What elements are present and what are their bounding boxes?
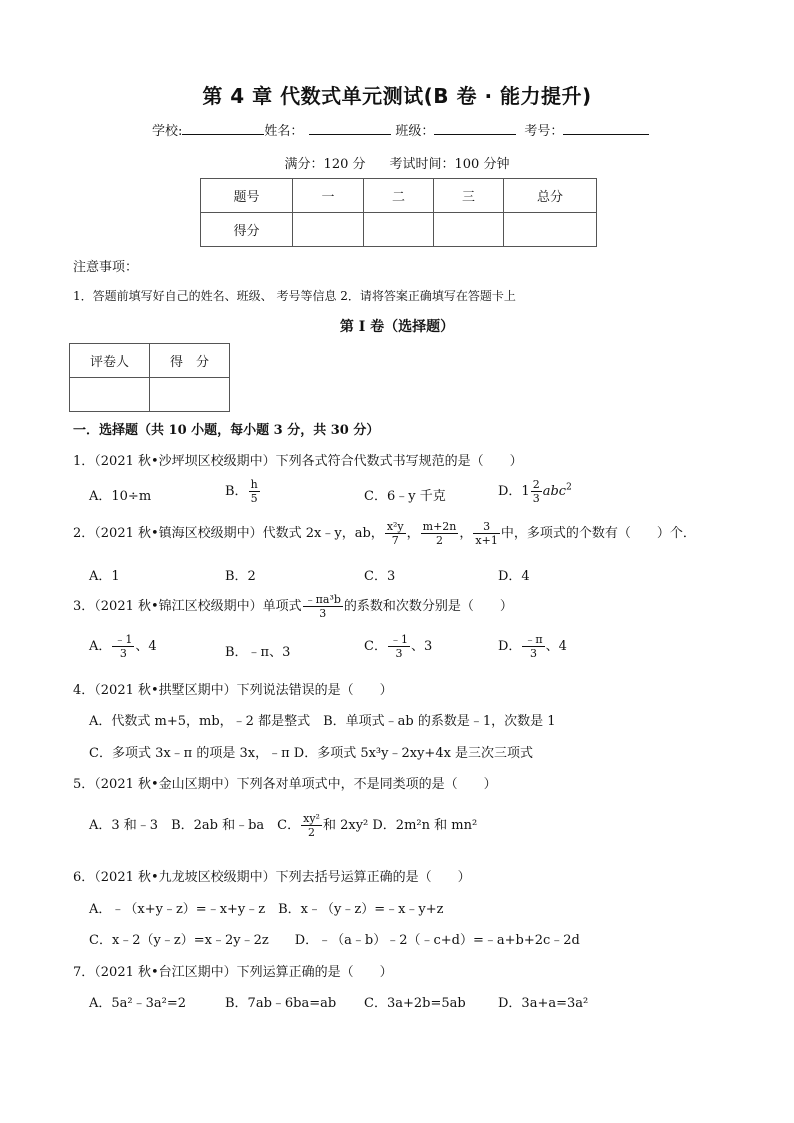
score-cell: [293, 213, 364, 247]
fraction-denominator: 5: [250, 492, 258, 505]
q1-option-b-fraction: [249, 478, 260, 505]
q3-option-a-prefix: A．: [89, 639, 112, 654]
score-cell: [364, 213, 434, 247]
q2-fraction-2: [421, 520, 459, 547]
score-header-cell: 一: [293, 179, 364, 213]
school-blank: [182, 120, 264, 135]
score-table-row: [201, 213, 597, 247]
grader-table-header: [70, 344, 230, 378]
school-label: 学校:: [152, 124, 183, 139]
fraction-numerator: 2: [532, 478, 540, 491]
q2-fraction-1: [385, 520, 406, 547]
score-header-cell: 题号: [201, 179, 293, 213]
fraction-denominator: 3: [395, 647, 403, 660]
student-info-row: [152, 120, 649, 139]
q2-stem-suffix: 中，多项式的个数有（ ）个．: [500, 526, 696, 541]
fraction-numerator: ﹣πa³b: [304, 593, 341, 606]
score-row-label: 得分: [201, 213, 293, 247]
page-title: 第 4 章 代数式单元测试(B 卷 · 能力提升): [202, 84, 592, 108]
grader-cell: [150, 378, 230, 412]
q3-option-d-prefix: D．: [498, 639, 522, 654]
q1-option-b-prefix: B．: [225, 484, 248, 499]
q3-fraction: [303, 593, 343, 620]
q2-option-b: B．2: [225, 569, 256, 584]
fraction-denominator: 3: [530, 647, 538, 660]
notes-title: 注意事项：: [73, 260, 139, 275]
fraction-denominator: 3: [532, 492, 540, 505]
q3-stem-prefix: 3．（2021 秋•锦江区校级期中）单项式: [73, 599, 302, 614]
q5-option-c-fraction: [301, 812, 322, 839]
q6-options-cd: C．x﹣2（y﹣z）=x﹣2y﹣2z D．﹣（a﹣b）﹣2（﹣c+d）=﹣a+b+2c﹣2d: [89, 933, 580, 948]
q3-option-a-fraction: [112, 633, 134, 660]
q6-options-ab: A．﹣（x+y﹣z）=﹣x+y﹣z B．x﹣（y﹣z）=﹣x﹣y+z: [89, 902, 444, 917]
q5-options-ab: A．3 和﹣3 B．2ab 和﹣ba C．: [89, 818, 301, 833]
fraction-denominator: 3: [119, 647, 127, 660]
q5-options: [89, 812, 477, 839]
grader-table-row: [70, 378, 230, 412]
q7-option-c: C．3a+2b=5ab: [364, 996, 466, 1011]
fraction-denominator: 7: [391, 534, 399, 547]
q3-option-a: [89, 633, 157, 660]
q1-option-c: C．6﹣y 千克: [364, 489, 446, 504]
fraction-denominator: 2: [436, 534, 444, 547]
full-score: 满分：120 分: [284, 157, 366, 172]
q2-fraction-3: [473, 520, 499, 547]
fraction-numerator: 3: [473, 520, 499, 534]
question-7-stem: 7．（2021 秋•台江区期中）下列运算正确的是（ ）: [73, 965, 393, 980]
q2-stem-prefix: 2．（2021 秋•镇海区校级期中）代数式 2x﹣y，ab，: [73, 526, 384, 541]
section-title: 第 I 卷（选择题）: [339, 319, 455, 335]
q3-option-a-suffix: 、4: [135, 639, 157, 654]
q1-option-d: [498, 478, 572, 505]
q5-options-cd: 和 2xy² D．2m²n 和 mn²: [322, 818, 478, 833]
exam-meta: [0, 153, 794, 172]
q1-option-d-prefix: D．1: [498, 484, 530, 499]
score-header-cell: 二: [364, 179, 434, 213]
q1-option-d-exponent: 2: [566, 482, 572, 493]
fraction-numerator: m+2n: [422, 520, 457, 533]
grader-cell: [70, 378, 150, 412]
question-3-stem: [73, 593, 513, 620]
fraction-numerator: h: [250, 478, 258, 491]
score-header-cell: 三: [434, 179, 504, 213]
q1-option-d-fraction: [531, 478, 542, 505]
class-blank: [434, 120, 516, 135]
part-one-heading: 一．选择题（共 10 小题，每小题 3 分，共 30 分）: [73, 423, 380, 438]
fraction-numerator: xy²: [303, 812, 320, 825]
q4-options-ab: A．代数式 m+5，mb，﹣2 都是整式 B．单项式﹣ab 的系数是﹣1，次数是 1: [89, 714, 556, 729]
q3-option-d: [498, 633, 567, 660]
score-cell: [434, 213, 504, 247]
fraction-denominator: x+1: [475, 534, 498, 547]
grader-header-cell: 得 分: [150, 344, 230, 378]
q2-option-c: C．3: [364, 569, 396, 584]
question-2-stem: 2．（2021 秋•镇海区校级期中）代数式 2x﹣y，ab， $\frac{\text{x²y}}{7}$ ， $\frac{m+2n}{2}$ ， $\frac{3}{x+1}$ 中，多项式的个数有（ ）个．: [73, 520, 696, 547]
name-label: 姓名：: [264, 124, 304, 139]
q4-options-cd: C．多项式 3x﹣π 的项是 3x，﹣π D．多项式 5x³y﹣2xy+4x 是三次三项式: [89, 746, 534, 761]
name-blank: [309, 120, 391, 135]
question-4-stem: 4．（2021 秋•拱墅区期中）下列说法错误的是（ ）: [73, 683, 393, 698]
exam-no-blank: [563, 120, 649, 135]
fraction-numerator: ﹣π: [524, 633, 543, 646]
q3-option-c-fraction: [388, 633, 410, 660]
question-6-stem: 6．（2021 秋•九龙坡区校级期中）下列去括号运算正确的是（ ）: [73, 870, 471, 885]
class-label: 班级：: [395, 124, 435, 139]
score-table: [200, 178, 597, 247]
exam-no-label: 考号：: [524, 124, 564, 139]
q3-option-c: [364, 633, 432, 660]
q3-option-b: B．﹣π、3: [225, 645, 291, 660]
fraction-denominator: 2: [308, 826, 316, 839]
q1-option-a: A．10÷m: [89, 489, 152, 504]
q3-option-c-suffix: 、3: [410, 639, 433, 654]
q7-option-a: A．5a²﹣3a²=2: [89, 996, 187, 1011]
question-5-stem: 5．（2021 秋•金山区期中）下列各对单项式中，不是同类项的是（ ）: [73, 777, 497, 792]
q7-option-d: D．3a+a=3a²: [498, 996, 589, 1011]
fraction-numerator: ﹣1: [114, 633, 133, 646]
grader-table: [69, 343, 230, 412]
q3-option-d-suffix: 、4: [545, 639, 567, 654]
fraction-numerator: ﹣1: [389, 633, 408, 646]
fraction-denominator: 3: [319, 607, 327, 620]
q3-option-d-fraction: [522, 633, 544, 660]
grader-header-cell: 评卷人: [70, 344, 150, 378]
q3-stem-suffix: 的系数和次数分别是（ ）: [343, 599, 513, 614]
score-header-cell: 总分: [504, 179, 597, 213]
q2-option-d: D．4: [498, 569, 530, 584]
fraction-numerator: x²y: [386, 520, 404, 533]
q2-option-a: A．1: [89, 569, 120, 584]
q3-option-c-prefix: C．: [364, 639, 387, 654]
q1-option-d-term: abc: [542, 484, 567, 499]
q1-option-b: [225, 478, 261, 505]
exam-time: 考试时间：100 分钟: [389, 157, 510, 172]
question-1-stem: 1．（2021 秋•沙坪坝区校级期中）下列各式符合代数式书写规范的是（ ）: [73, 454, 523, 469]
score-cell: [504, 213, 597, 247]
q7-option-b: B．7ab﹣6ba=ab: [225, 996, 337, 1011]
notes-line: 1．答题前填写好自己的姓名、班级、 考号等信息 2．请将答案正确填写在答题卡上: [73, 289, 516, 303]
score-table-header: [201, 179, 597, 213]
